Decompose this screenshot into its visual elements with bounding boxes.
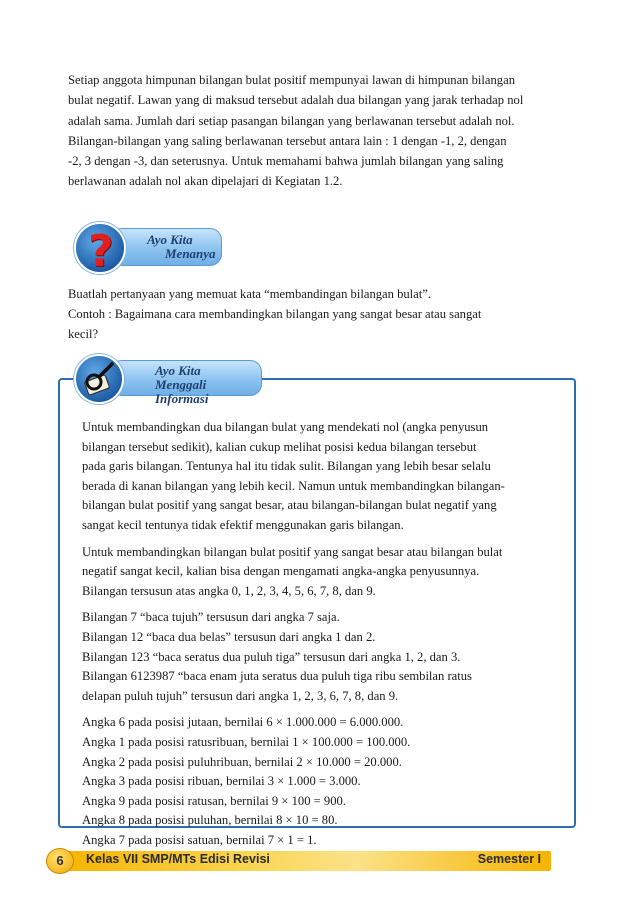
badge-label <box>110 228 222 266</box>
digit-positions <box>82 713 544 850</box>
semester-label: Semester I <box>477 852 541 866</box>
text-line: adalah sama. Jumlah dari setiap pasangan bilangan yang berlawanan tersebut adalah nol. <box>68 113 515 128</box>
text-line: Bilangan-bilangan yang saling berlawanan tersebut antara lain : 1 dengan -1, 2, dengan <box>68 133 507 148</box>
intro-paragraph <box>68 70 548 192</box>
position-line: Angka 8 pada posisi puluhan, bernilai 8 × 10 = 80. <box>82 813 338 828</box>
text-line: bulat negatif. Lawan yang di maksud tersebut adalah dua bilangan yang jarak terhadap nol <box>68 93 524 108</box>
text-line: -2, 3 dengan -3, dan seterusnya. Untuk memahami bahwa jumlah bilangan yang saling <box>68 154 504 169</box>
example-line: Contoh : Bagaimana cara membandingkan bilangan yang sangat besar atau sangat <box>68 307 482 321</box>
example-line: kecil? <box>68 327 99 341</box>
question-prompt <box>68 284 548 344</box>
text-line: pada garis bilangan. Tentunya hal itu tidak sulit. Bilangan yang lebih besar selalu <box>82 459 491 474</box>
text-line: Untuk membandingkan dua bilangan bulat yang mendekati nol (angka penyusun <box>82 420 489 434</box>
badge-label <box>110 360 262 406</box>
question-mark-icon: ? <box>74 222 126 274</box>
position-line: Angka 2 pada posisi puluhribuan, bernilai 2 × 10.000 = 20.000. <box>82 754 402 769</box>
text-line: sangat kecil tentunya tidak efektif menggunakan garis bilangan. <box>82 517 404 532</box>
text-line: berlawanan adalah nol akan dipelajari di Kegiatan 1.2. <box>68 174 343 189</box>
page-number: 6 <box>46 848 74 874</box>
position-line: Angka 3 pada posisi ribuan, bernilai 3 × 1.000 = 3.000. <box>82 774 361 789</box>
badge-line-2: Menggali Informasi <box>155 377 209 406</box>
text-line: berada di kanan bilangan yang lebih kecil. Namun untuk membandingkan bilangan- <box>82 478 505 493</box>
info-paragraph-1 <box>82 418 544 536</box>
badge-line-1: Ayo Kita <box>155 363 201 378</box>
example-line: Bilangan 123 “baca seratus dua puluh tiga” tersusun dari angka 1, 2, dan 3. <box>82 649 461 664</box>
badge-line-1: Ayo Kita <box>147 232 193 247</box>
text-line: negatif sangat kecil, kalian bisa dengan mengamati angka-angka penyusunnya. <box>82 564 480 579</box>
text-line: Setiap anggota himpunan bilangan bulat positif mempunyai lawan di himpunan bilangan <box>68 73 515 87</box>
example-line: Bilangan 7 “baca tujuh” tersusun dari angka 7 saja. <box>82 610 340 625</box>
position-line: Angka 7 pada posisi satuan, bernilai 7 × 1 = 1. <box>82 832 317 847</box>
ayo-kita-menanya-badge <box>74 220 224 277</box>
position-line: Angka 1 pada posisi ratusribuan, bernilai 1 × 100.000 = 100.000. <box>82 734 411 749</box>
number-examples <box>82 608 544 706</box>
badge-line-2: Menanya <box>165 246 216 261</box>
position-line: Angka 9 pada posisi ratusan, bernilai 9 × 100 = 900. <box>82 793 346 808</box>
text-line: bilangan bulat positif yang sangat besar, atau bilangan-bilangan bulat negatif yang <box>82 498 497 513</box>
example-line: Bilangan 6123987 “baca enam juta seratus dua puluh tiga ribu sembilan ratus <box>82 669 472 684</box>
ayo-kita-menggali-informasi-badge <box>74 354 264 404</box>
magnifier-book-icon <box>74 354 124 404</box>
book-title: Kelas VII SMP/MTs Edisi Revisi <box>86 852 270 866</box>
page-footer <box>46 848 551 874</box>
text-line: Bilangan tersusun atas angka 0, 1, 2, 3, 4, 5, 6, 7, 8, dan 9. <box>82 583 376 598</box>
example-line: delapan puluh tujuh” tersusun dari angka 1, 2, 3, 6, 7, 8, dan 9. <box>82 688 399 703</box>
example-line: Bilangan 12 “baca dua belas” tersusun dari angka 1 dan 2. <box>82 629 376 644</box>
info-content <box>82 418 544 857</box>
text-line: bilangan tersebut sedikit), kalian cukup melihat posisi kedua bilangan tersebut <box>82 439 477 454</box>
info-paragraph-2 <box>82 543 544 602</box>
prompt-line: Buatlah pertanyaan yang memuat kata “membandingan bilangan bulat”. <box>68 287 431 301</box>
text-line: Untuk membandingkan bilangan bulat positif yang sangat besar atau bilangan bulat <box>82 544 503 559</box>
position-line: Angka 6 pada posisi jutaan, bernilai 6 × 1.000.000 = 6.000.000. <box>82 715 404 730</box>
